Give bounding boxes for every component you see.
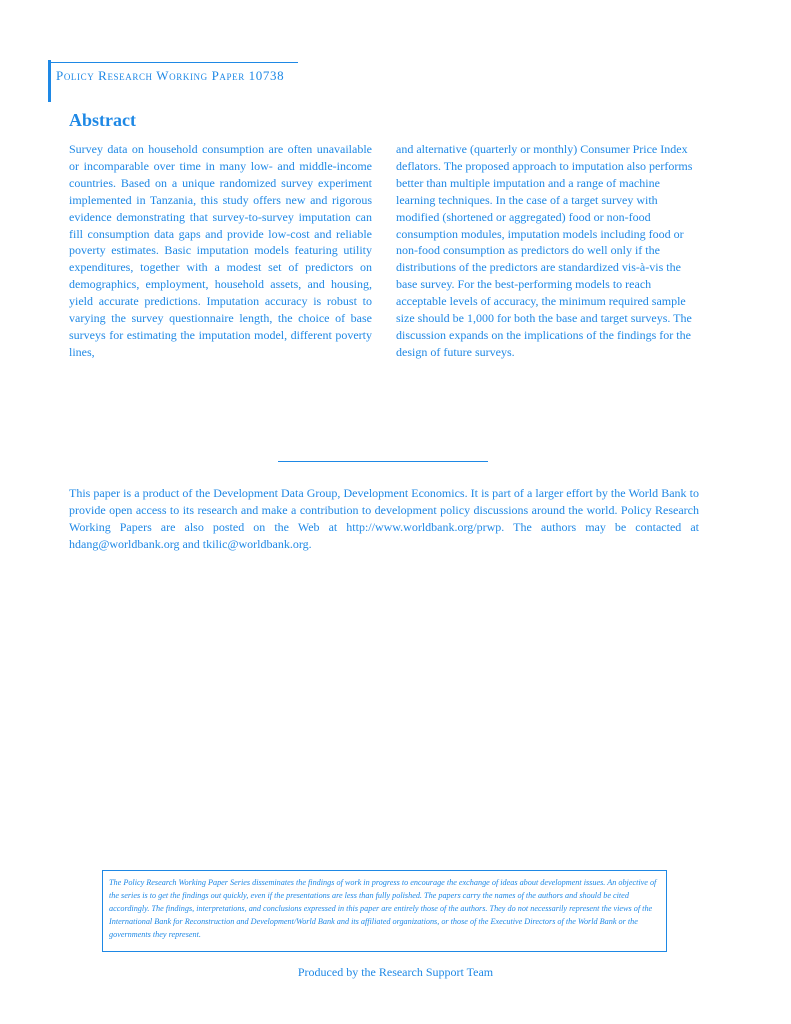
header-accent-bar bbox=[48, 60, 51, 102]
abstract-column-right: and alternative (quarterly or monthly) Consumer Price Index deflators. The proposed approach to imputation also performs better than multiple imputation and a range of machine learning techniques. In the case of a target survey with modified (shortened or aggregated) food or non-food consumption modules, imputation models including food or non-food consumption as predictors do well only if the distributions of the predictors are standardized vis-à-vis the base survey. For the best-performing models to reach acceptable levels of accuracy, the minimum required sample size should be 1,000 for both the base and target surveys. The discussion expands on the implications of the findings for the design of future surveys. bbox=[396, 142, 693, 359]
paper-info: This paper is a product of the Development Data Group, Development Economics. It is part of a larger effort by the World Bank to provide open access to its research and make a contribution to development policy discussions around the world. Policy Research Working Papers are also posted on the Web at http://www.worldbank.org/prwp. The authors may be contacted at hdang@worldbank.org and tkilic@worldbank.org. bbox=[69, 486, 699, 551]
produced-by: Produced by the Research Support Team bbox=[297, 965, 494, 979]
series-title: Policy Research Working Paper 10738 bbox=[56, 68, 285, 83]
disclaimer-text: The Policy Research Working Paper Series disseminates the findings of work in progress to encourage the exchange of ideas about development issues. An objective of the series is to get the findings out quickly, even if the presentations are less than fully polished. The papers carry the names of the authors and should be cited accordingly. The findings, interpretations, and conclusions expressed in this paper are entirely those of the authors. They do not necessarily represent the views of the International Bank for Reconstruction and Development/World Bank and its affiliated organizations, or those of the Executive Directors of the World Bank or the governments they represent. bbox=[109, 878, 657, 940]
abstract-column-left: Survey data on household consumption are often unavailable or incomparable over time in many low- and middle-income countries. Based on a unique randomized survey experiment implemented in Tanzania, this study offers new and rigorous evidence demonstrating that survey-to-survey imputation can fill consumption data gaps and provide low-cost and reliable poverty estimates. Basic imputation models featuring utility expenditures, together with a modest set of predictors on demographics, employment, household assets, and housing, yield accurate predictions. Imputation accuracy is robust to varying the survey questionnaire length, the choice of base surveys for estimating the imputation model, different poverty lines, bbox=[69, 142, 372, 359]
header-rule bbox=[48, 62, 298, 63]
section-divider bbox=[278, 461, 488, 462]
disclaimer-box bbox=[102, 870, 667, 952]
abstract-heading: Abstract bbox=[69, 110, 136, 130]
